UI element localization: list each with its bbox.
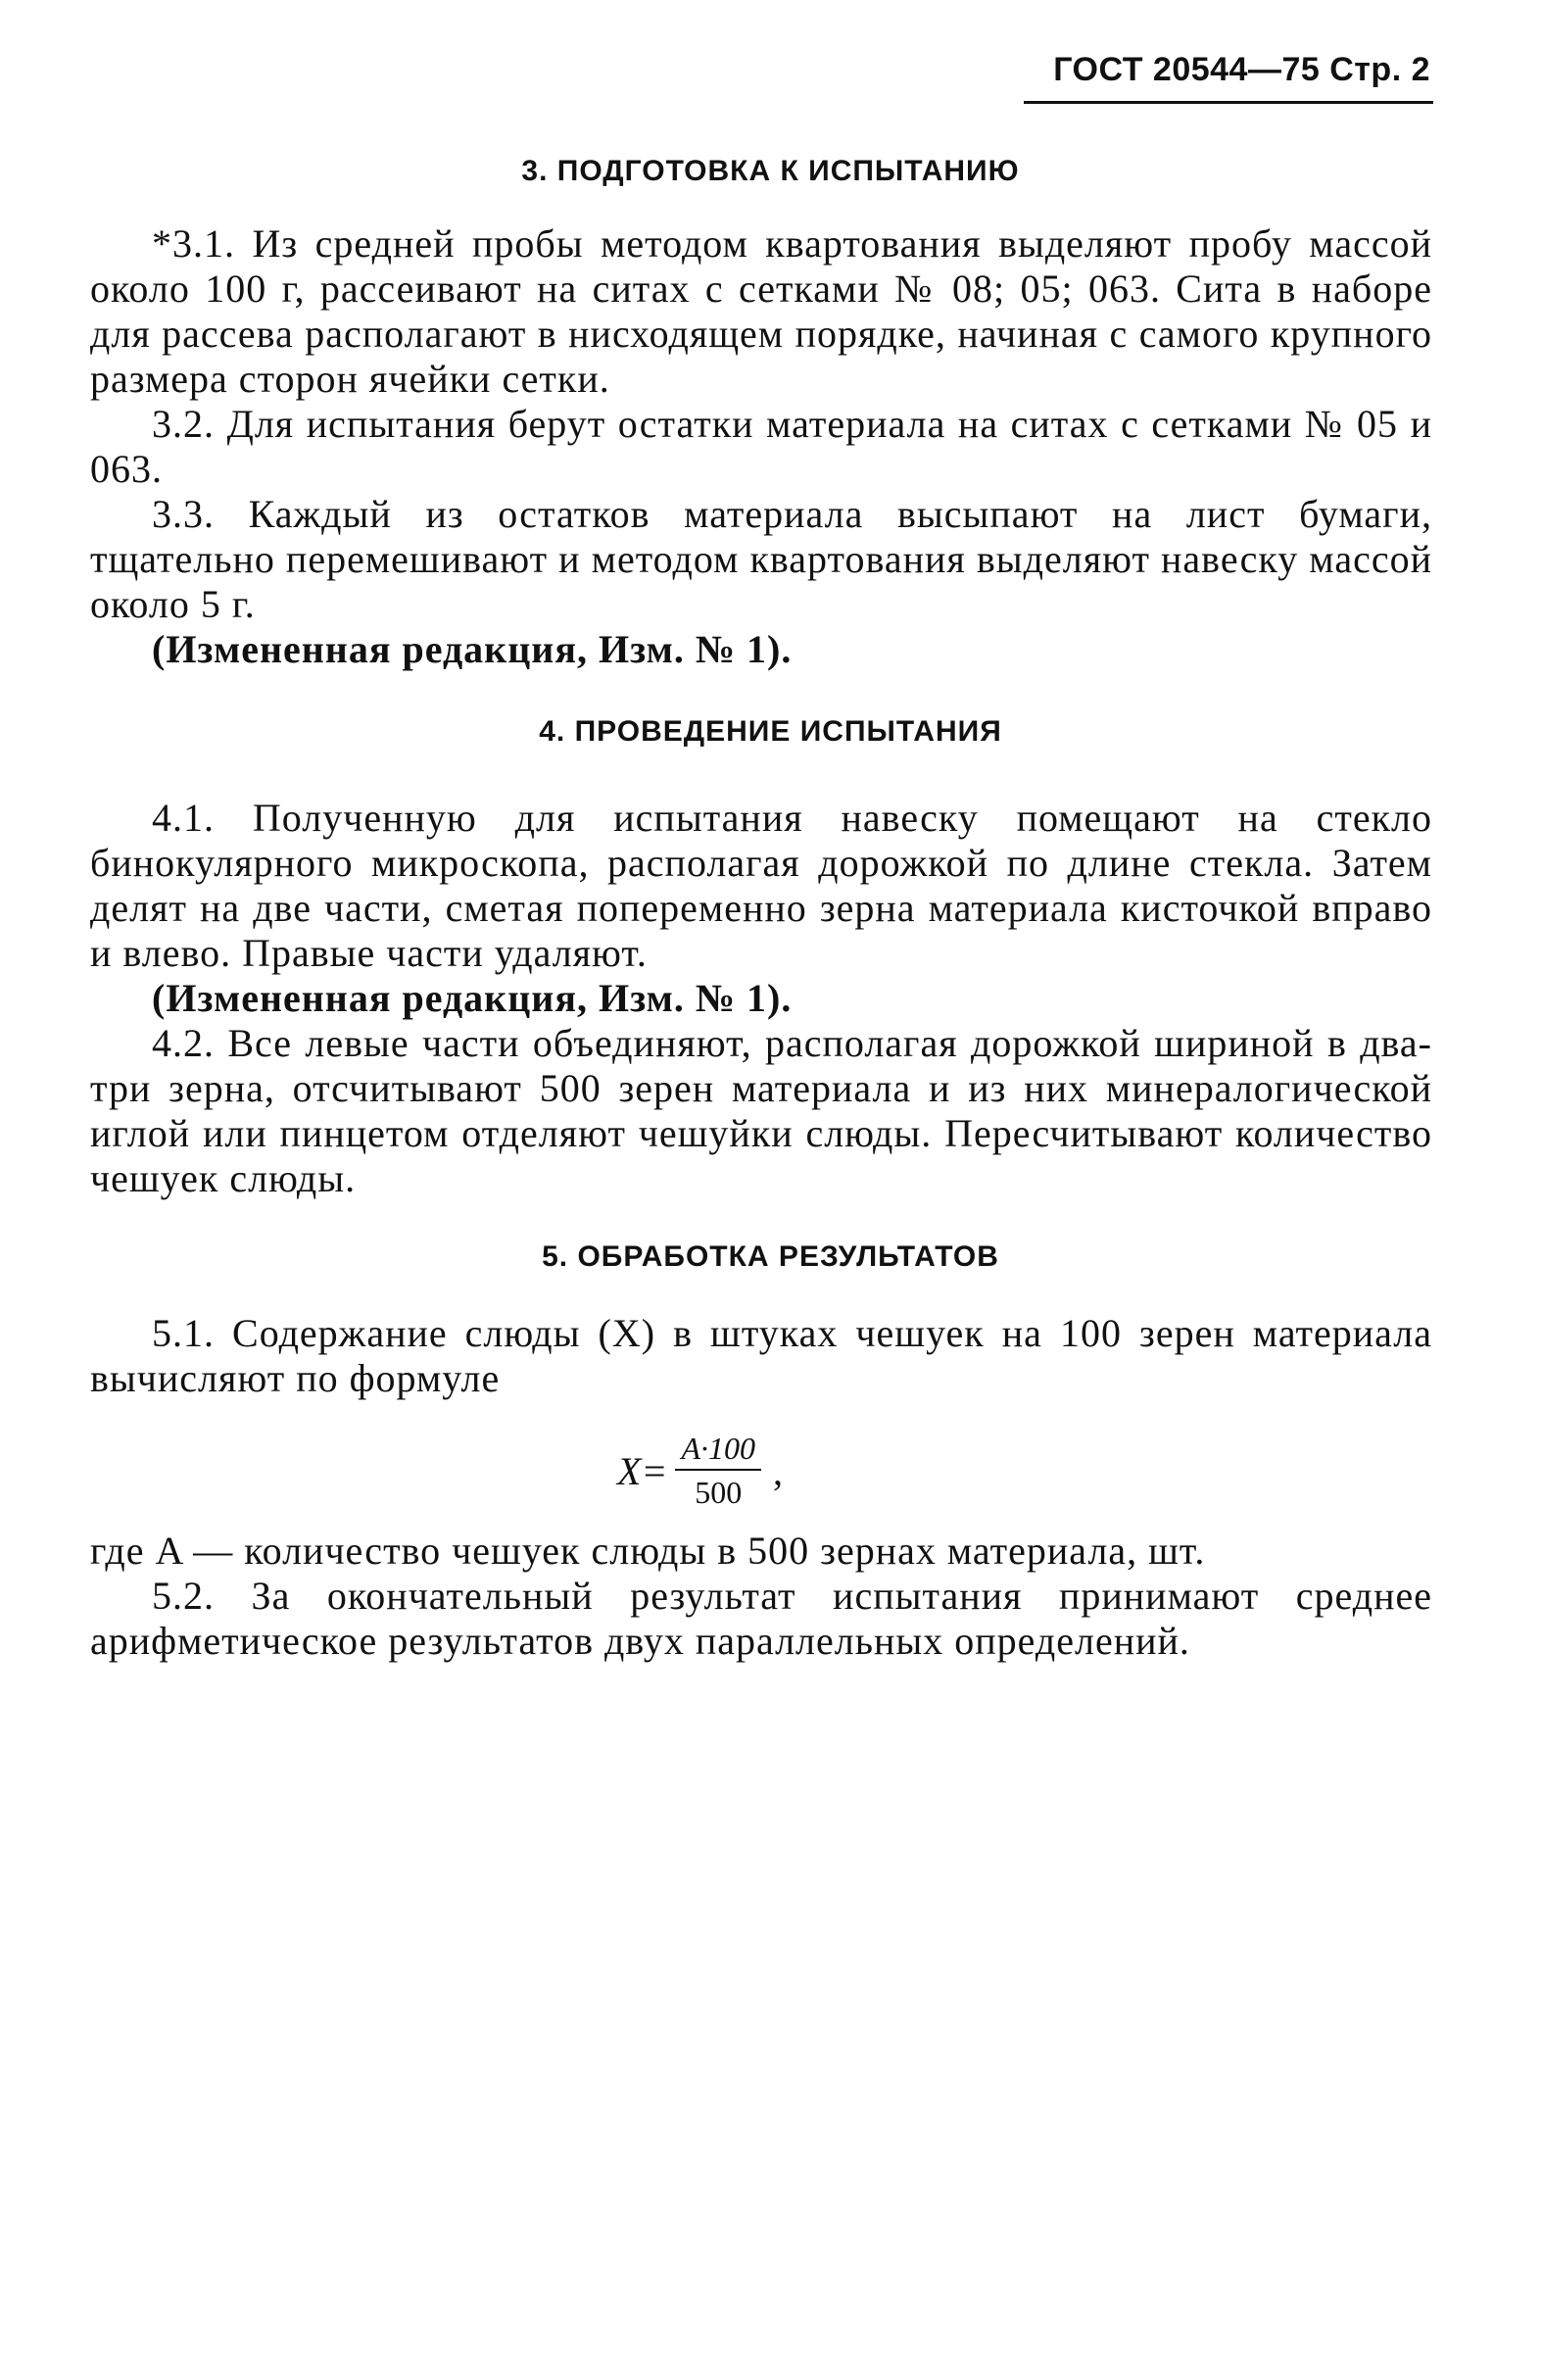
paragraph-4-2: 4.2. Все левые части объединяют, располагая дорожкой шириной в два-три зерна, отсчитывают 500 зерен материала и из них минералогической иглой или пинцетом отделяют чешуйки слюды. Пересчитывают количество чешуек слюды. — [90, 1021, 1432, 1200]
formula — [617, 1431, 783, 1511]
formula-where: где A — количество чешуек слюды в 500 зернах материала, шт. — [90, 1529, 1206, 1573]
section-4-heading: 4. ПРОВЕДЕНИЕ ИСПЫТАНИЯ — [539, 715, 1002, 748]
header-rule — [1024, 101, 1433, 104]
paragraph-5-1: 5.1. Содержание слюды (X) в штуках чешуек на 100 зерен материала вычисляют по формуле — [90, 1311, 1432, 1400]
formula-lhs: X= — [617, 1448, 668, 1493]
section-5-intro — [90, 1311, 1432, 1401]
paragraph-4-1: 4.1. Полученную для испытания навеску помещают на стекло бинокулярного микроскопа, располагая дорожкой по длине стекла. Затем делят на две части, сметая попеременно зерна материала кисточкой вправо и влево. Правые части удаляют. — [90, 796, 1432, 975]
paragraph-5-2: 5.2. За окончательный результат испытания принимают среднее арифметическое результатов двух параллельных определений. — [90, 1574, 1432, 1663]
section-3-heading: 3. ПОДГОТОВКА К ИСПЫТАНИЮ — [521, 155, 1020, 187]
formula-denominator: 500 — [695, 1475, 743, 1510]
amendment-note-3: (Измененная редакция, Изм. № 1). — [152, 627, 793, 671]
formula-comma: , — [772, 1448, 783, 1493]
section-5-heading: 5. ОБРАБОТКА РЕЗУЛЬТАТОВ — [542, 1240, 999, 1273]
formula-fraction — [675, 1431, 761, 1511]
formula-numerator: A·100 — [675, 1431, 761, 1471]
paragraph-3-2: 3.2. Для испытания берут остатки материала на ситах с сетками № 05 и 063. — [90, 402, 1432, 491]
section-3-body — [90, 221, 1432, 672]
section-4-body — [90, 796, 1432, 1201]
paragraph-3-1: *3.1. Из средней пробы методом квартования выделяют пробу массой около 100 г, рассеивают на ситах с сетками № 08; 05; 063. Сита в наборе для рассева располагают в нисходящем порядке, начиная с самого крупного размера сторон ячейки сетки. — [90, 221, 1432, 401]
page-header: ГОСТ 20544—75 Стр. 2 — [1053, 51, 1430, 88]
section-5-body — [90, 1529, 1432, 1664]
paragraph-3-3: 3.3. Каждый из остатков материала высыпают на лист бумаги, тщательно перемешивают и методом квартования выделяют навеску массой около 5 г. — [90, 492, 1432, 626]
amendment-note-4: (Измененная редакция, Изм. № 1). — [152, 976, 793, 1020]
